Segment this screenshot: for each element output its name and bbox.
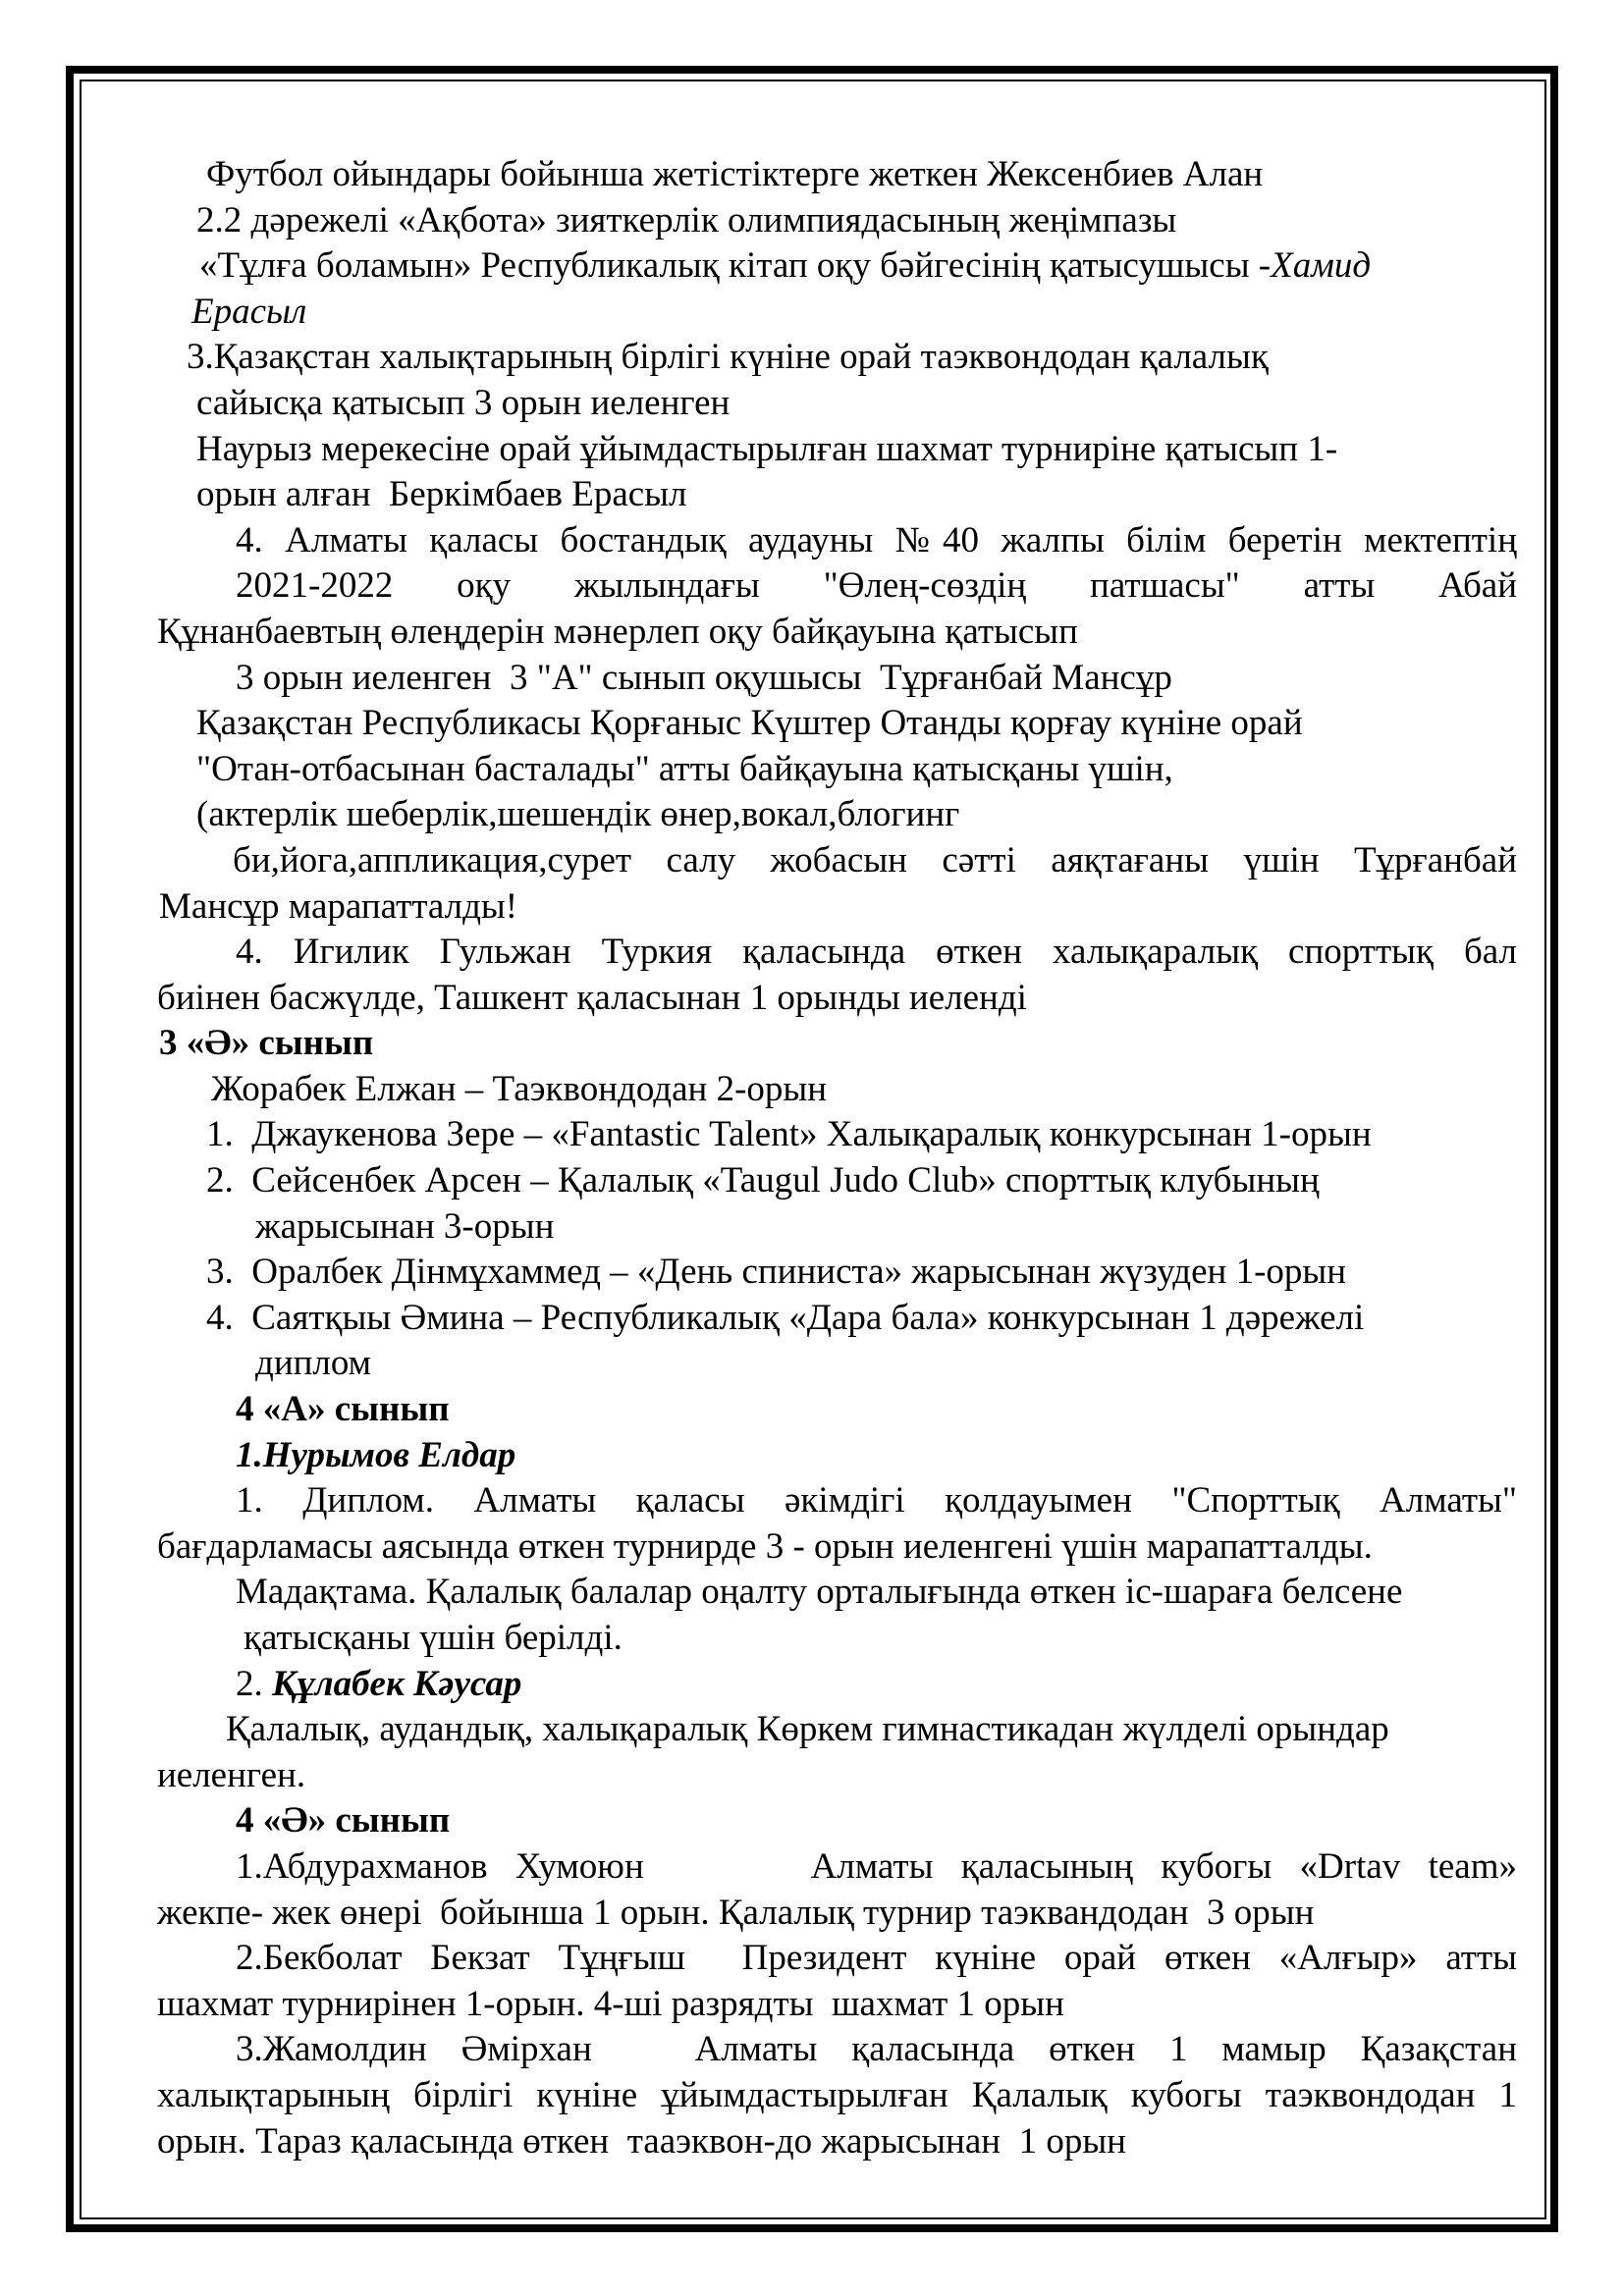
text-run: бағдарламасы аясында өткен турнирде 3 - орын иеленгені үшін марапатталды. xyxy=(157,1525,1373,1567)
text-run: 1.Абдурахманов Хумоюн Алматы қаласының кубогы «Drtav team» xyxy=(236,1845,1517,1887)
text-run: шахмат турнирінен 1-орын. 4-ші разрядты шахмат 1 орын xyxy=(157,1983,1064,2024)
text-run: 2.2 дәрежелі «Ақбота» зияткерлік олимпиядасының жеңімпазы xyxy=(196,199,1177,240)
text-line xyxy=(157,1616,1517,1662)
text-line xyxy=(157,1570,1517,1616)
text-line xyxy=(157,701,1517,747)
text-line xyxy=(157,152,1517,198)
text-run: Мадақтама. Қалалық балалар оңалту орталығында өткен іс-шараға белсене xyxy=(236,1572,1403,1613)
text-line xyxy=(157,243,1517,290)
text-line xyxy=(157,656,1517,702)
text-line xyxy=(157,563,1517,610)
text-line xyxy=(157,198,1517,244)
text-line xyxy=(157,1158,1517,1204)
text-run: 4. Алматы қаласы бостандық аудауны №40 жалпы білім беретін мектептің xyxy=(236,519,1517,561)
text-line xyxy=(157,1387,1517,1433)
text-run: "Отан-отбасынан басталады" атты байқауына қатысқаны үшін, xyxy=(196,748,1173,789)
text-run: Құнанбаевтың өлеңдерін мәнерлеп оқу байқауына қатысып xyxy=(157,611,1078,652)
text-run: 2021-2022 оқу жылындағы "Өлең-сөздің патшасы" атты Абай xyxy=(236,565,1517,607)
text-run: 4. Саятқыы Әмина – Республикалық «Дара бала» конкурсынан 1 дәрежелі xyxy=(206,1297,1365,1338)
text-run: Футбол ойындары бойынша жетістіктерге жеткен Жексенбиев Алан xyxy=(206,154,1264,194)
text-line xyxy=(157,1707,1517,1753)
text-line xyxy=(157,335,1517,381)
text-run: халықтарының бірлігі күніне ұйымдастырылған Қалалық кубогы таэквондодан 1 xyxy=(157,2074,1517,2115)
text-run: би,йога,аппликация,сурет салу жобасын сәтті аяқтағаны үшін Тұрғанбай xyxy=(233,839,1517,881)
text-run: орын. Тараз қаласында өткен тааэквон-до жарысынан 1 орын xyxy=(157,2120,1126,2162)
text-run: Құлабек Кәусар xyxy=(272,1663,522,1704)
text-run: Қазақстан Республикасы Қорғаныс Күштер Отанды қорғау күніне орай xyxy=(196,703,1303,744)
text-line xyxy=(157,2119,1517,2165)
text-run: жекпе- жек өнері бойынша 1 орын. Қалалық турнир таэквандодан 3 орын xyxy=(157,1892,1315,1933)
text-run: қатысқаны үшін берілді. xyxy=(244,1618,623,1658)
text-line xyxy=(157,2073,1517,2119)
text-line xyxy=(157,1982,1517,2028)
text-line xyxy=(157,1021,1517,1067)
text-run: Жорабек Елжан – Таэквондодан 2-орын xyxy=(211,1068,828,1109)
text-run: диплом xyxy=(255,1343,372,1384)
text-line xyxy=(157,610,1517,656)
text-run: (актерлік шеберлік,шешендік өнер,вокал,блогинг xyxy=(196,794,960,835)
text-run: 2. xyxy=(236,1663,272,1704)
text-line xyxy=(157,838,1517,884)
text-run: 3.Жамолдин Әмірхан Алматы қаласында өткен 1 мамыр Қазақстан xyxy=(236,2029,1517,2070)
text-line xyxy=(157,884,1517,931)
text-run: 4 «Ә» сынып xyxy=(236,1800,451,1842)
text-line xyxy=(157,1204,1517,1251)
text-run: 4 «А» сынып xyxy=(236,1389,450,1430)
text-line xyxy=(157,1067,1517,1113)
text-run: 1. Джаукенова Зере – «Fantastic Talent» Халықаралық конкурсынан 1-орын xyxy=(206,1114,1372,1155)
text-line xyxy=(157,1296,1517,1342)
text-line xyxy=(157,1433,1517,1479)
text-line xyxy=(157,1891,1517,1937)
text-line xyxy=(157,930,1517,976)
text-run: иеленген. xyxy=(157,1754,306,1795)
text-run: биінен басжүлде, Ташкент қаласынан 1 орынды иеленді xyxy=(157,977,1027,1018)
text-line xyxy=(157,1798,1517,1844)
text-line xyxy=(157,1844,1517,1891)
text-line xyxy=(157,290,1517,336)
text-line xyxy=(157,747,1517,793)
text-run: Наурыз мерекесіне орай ұйымдастырылған шахмат турниріне қатысып 1- xyxy=(196,428,1338,469)
text-run: 3.Қазақстан халықтарының бірлігі күніне орай таэквондодан қалалық xyxy=(187,337,1269,378)
text-line xyxy=(157,976,1517,1022)
document-body xyxy=(157,152,1517,2164)
text-line xyxy=(157,1524,1517,1571)
text-run: 3 «Ә» сынып xyxy=(159,1023,374,1064)
text-run: 4. Игилик Гульжан Туркия қаласында өткен халықаралық спорттық бал xyxy=(236,932,1517,973)
text-run: Қалалық, аудандық, халықаралық Көркем гимнастикадан жүлделі орындар xyxy=(226,1709,1389,1750)
text-run: орын алған Беркімбаев Ерасыл xyxy=(196,474,687,515)
text-line xyxy=(157,1250,1517,1296)
text-run: 2.Бекболат Бекзат Тұңғыш Президент күніне орай өткен «Алғыр» атты xyxy=(236,1938,1517,1979)
text-run: жарысынан 3-орын xyxy=(255,1205,555,1247)
text-line xyxy=(157,381,1517,427)
text-run: 1.Нурымов Елдар xyxy=(236,1434,516,1475)
text-run: Мансұр марапатталды! xyxy=(159,885,518,927)
text-line xyxy=(157,1753,1517,1799)
text-run: Ерасыл xyxy=(191,291,307,332)
text-run: 3 орын иеленген 3 "А" сынып оқушысы Тұрғанбай Мансұр xyxy=(236,657,1172,698)
text-run: Хамид xyxy=(1271,245,1372,287)
text-line xyxy=(157,1662,1517,1708)
text-line xyxy=(157,472,1517,518)
text-line xyxy=(157,792,1517,838)
text-run: 1. Диплом. Алматы қаласы әкімдігі қолдауымен "Спорттық Алматы" xyxy=(236,1480,1517,1522)
text-line xyxy=(157,1936,1517,1982)
text-run: сайысқа қатысып 3 орын иеленген xyxy=(196,382,731,423)
text-run: 3. Оралбек Дінмұхаммед – «День спиниста» жарысынан жүзуден 1-орын xyxy=(206,1252,1347,1293)
text-line xyxy=(157,427,1517,473)
text-line xyxy=(157,1112,1517,1158)
text-run: «Тұлға боламын» Республикалық кітап оқу бәйгесінің қатысушысы - xyxy=(199,245,1272,287)
text-line xyxy=(157,2027,1517,2073)
text-line xyxy=(157,518,1517,564)
text-run: 2. Сейсенбек Арсен – Қалалық «Taugul Judo Club» спорттық клубының xyxy=(206,1160,1320,1201)
text-line xyxy=(157,1341,1517,1387)
text-line xyxy=(157,1478,1517,1524)
